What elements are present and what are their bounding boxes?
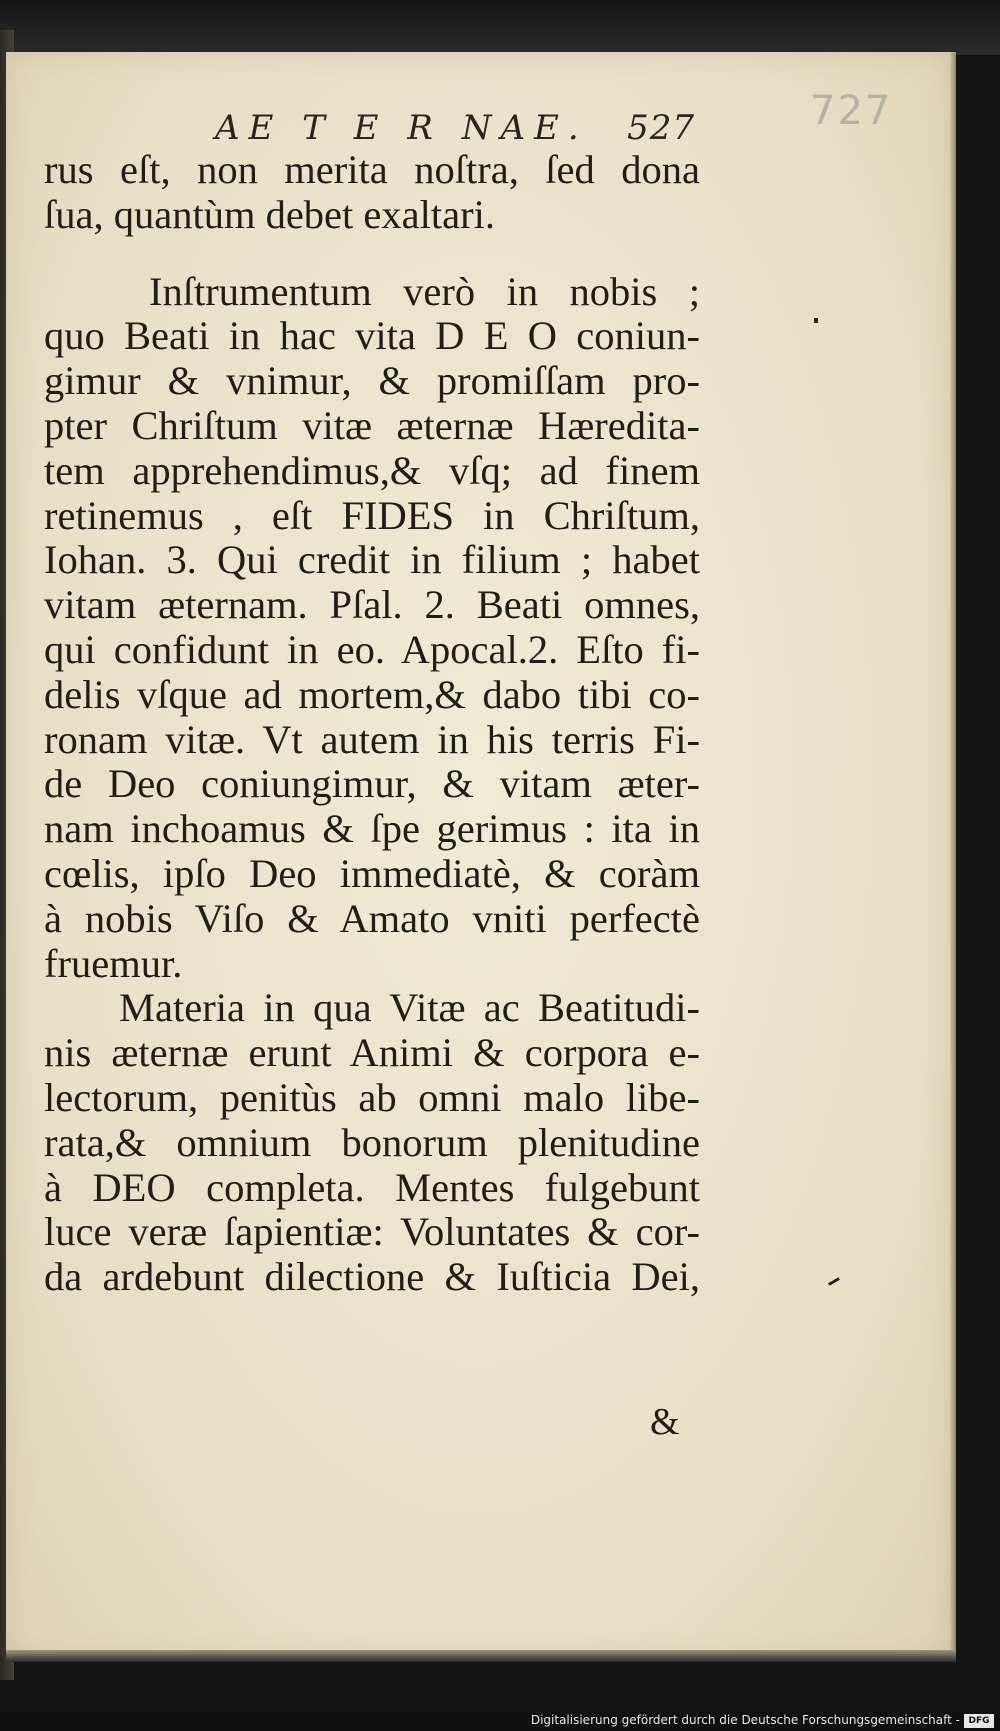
text-line: retinemus , eſt FIDES in Chriſtum,: [44, 492, 700, 538]
catchword: &: [650, 1401, 680, 1443]
text-line: lectorum, penitùs ab omni malo libe-: [44, 1074, 700, 1120]
text-line: Materia in qua Vitæ ac Beatitudi-: [119, 985, 700, 1031]
ink-speck: [814, 318, 818, 323]
text-line: gimur & vnimur, & promiſſam pro-: [44, 358, 700, 404]
page-bottom-shadow: [6, 1650, 956, 1662]
funding-credit: Digitalisierung gefördert durch die Deutsche Forschungsgemeinschaft -: [530, 1713, 960, 1727]
handwritten-folio-number: 727: [810, 88, 893, 134]
body-text: [44, 148, 700, 1300]
digitization-footer: [0, 1712, 1000, 1731]
text-line: ronam vitæ. Vt autem in his terris Fi-: [44, 716, 700, 762]
text-line: cœlis, ipſo Deo immediatè, & coràm: [44, 850, 700, 896]
page-edge: [950, 52, 956, 1660]
text-line: à nobis Viſo & Amato vniti perfectè: [44, 895, 700, 941]
running-title: AE T E R NAE.: [215, 108, 588, 148]
text-line: da ardebunt dilectione & Iuſticia Dei,: [44, 1254, 700, 1300]
text-line: Inſtrumentum verò in nobis ;: [149, 268, 700, 314]
text-line: de Deo coniungimur, & vitam æter-: [44, 761, 700, 807]
text-line: fruemur.: [44, 940, 183, 986]
text-line: delis vſque ad mortem,& dabo tibi co-: [44, 671, 700, 717]
text-line: rus eſt, non merita noſtra, ſed dona: [44, 147, 700, 192]
text-line: qui confidunt in eo. Apocal.2. Eſto fi-: [44, 626, 700, 672]
text-line: luce veræ ſapientiæ: Voluntates & cor-: [44, 1209, 700, 1255]
text-line: nam inchoamus & ſpe gerimus : ita in: [44, 806, 700, 852]
text-line: nis æternæ erunt Animi & corpora e-: [44, 1030, 700, 1076]
text-line: ſua, quantùm debet exaltari.: [44, 191, 495, 237]
text-line: à DEO completa. Mentes fulgebunt: [44, 1164, 700, 1210]
page-number: 527: [627, 108, 695, 148]
text-line: pter Chriſtum vitæ æternæ Hæredita-: [44, 402, 700, 448]
text-line: Iohan. 3. Qui credit in filium ; habet: [44, 537, 700, 583]
paragraph-gap: [44, 238, 700, 270]
text-line: quo Beati in hac vita D E O coniun-: [44, 313, 700, 359]
text-line: vitam æternam. Pſal. 2. Beati omnes,: [44, 582, 700, 628]
text-line: tem apprehendimus,& vſq; ad finem: [44, 447, 700, 493]
scan-background-top: [0, 0, 1000, 55]
dfg-logo: DFG: [964, 1714, 994, 1728]
text-line: rata,& omnium bonorum plenitudine: [44, 1119, 700, 1165]
